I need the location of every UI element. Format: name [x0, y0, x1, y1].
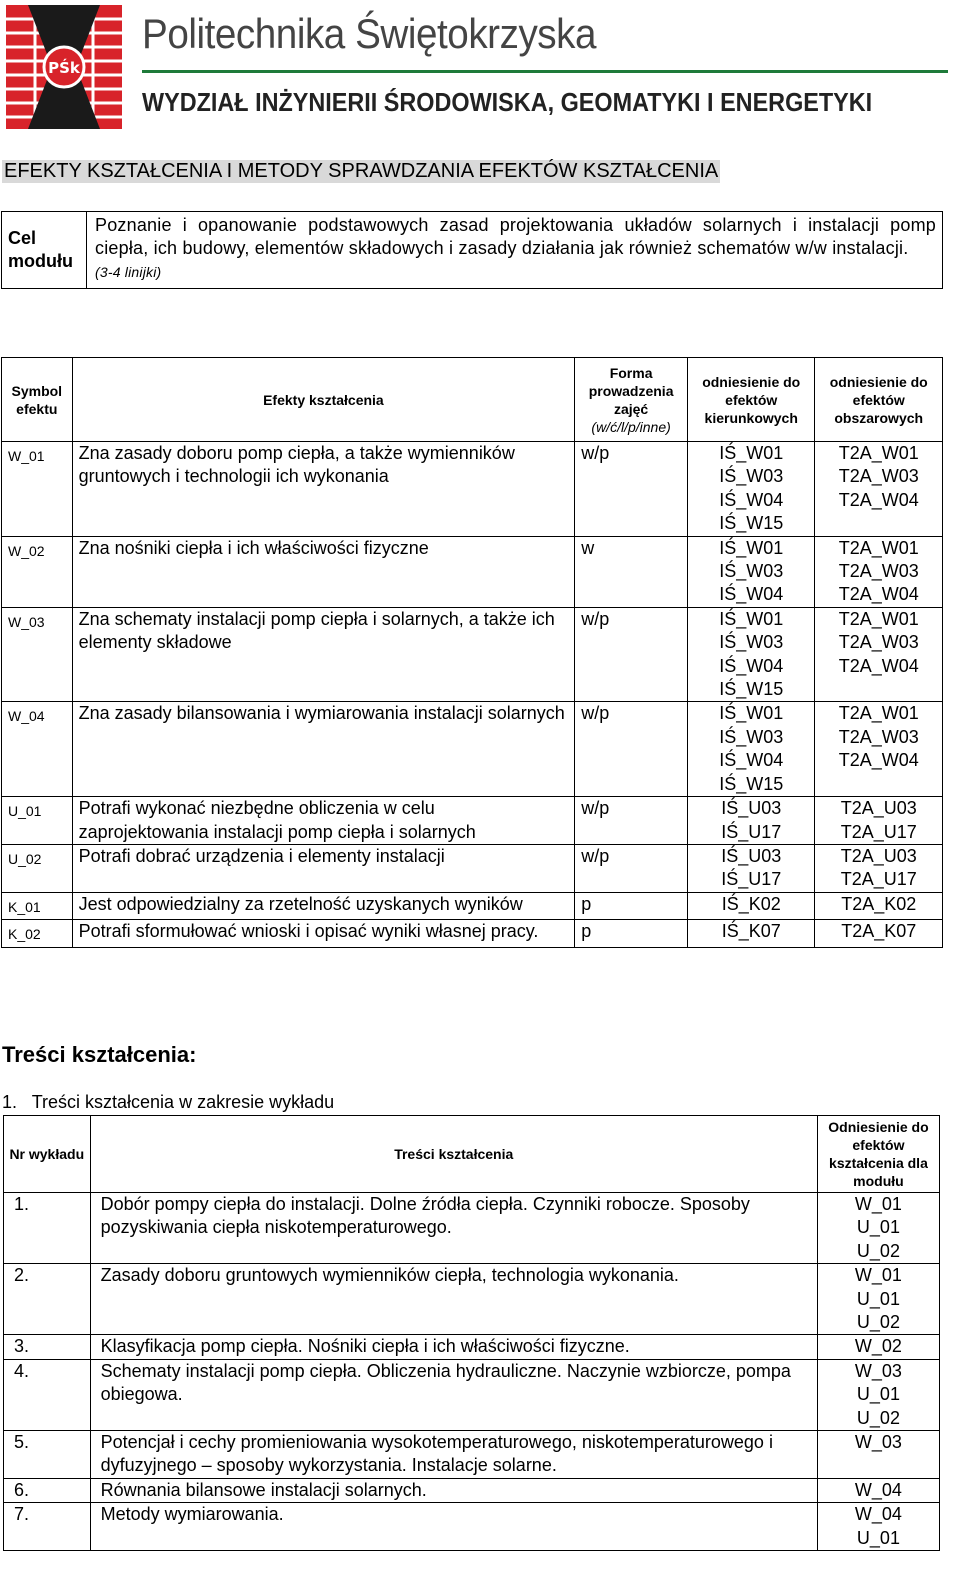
- lecture-content: Równania bilansowe instalacji solarnych.: [90, 1478, 817, 1502]
- effect-text: Potrafi wykonać niezbędne obliczenia w celu zaprojektowania instalacji pomp ciepła i solarnych: [72, 797, 575, 845]
- obsz-code: T2A_W03: [838, 632, 919, 653]
- obsz-code: T2A_W01: [838, 443, 919, 463]
- effect-forma: p: [575, 892, 688, 919]
- lecture-number: 2.: [4, 1264, 91, 1335]
- lecture-content: Klasyfikacja pomp ciepła. Nośniki ciepła i ich właściwości fizyczne.: [90, 1335, 817, 1359]
- table-row: [4, 1335, 940, 1359]
- lecture-ref: [817, 1478, 939, 1502]
- tresci-heading: Treści kształcenia:: [2, 1042, 197, 1067]
- kier-code: IŚ_W04: [719, 750, 784, 771]
- effect-symbol: K_02: [2, 920, 73, 947]
- effect-text: Jest odpowiedzialny za rzetelność uzyskanych wyników: [72, 892, 575, 919]
- header-effects: Efekty kształcenia: [72, 358, 575, 442]
- ref-code: U_02: [856, 1312, 900, 1333]
- kier-code: IŚ_W15: [719, 513, 784, 534]
- obsz-code: T2A_W03: [838, 466, 919, 487]
- ref-code: U_02: [856, 1407, 900, 1428]
- ref-code: W_01: [854, 1265, 902, 1286]
- kier-code: IŚ_W04: [719, 584, 784, 605]
- table-row: [2, 920, 943, 947]
- lecture-ref: [817, 1335, 939, 1359]
- lecture-number: 7.: [4, 1503, 91, 1551]
- obsz-code: T2A_W04: [838, 489, 919, 510]
- ref-code: U_01: [856, 1288, 900, 1309]
- ref-code: W_04: [854, 1504, 902, 1525]
- effect-text: Potrafi sformułować wnioski i opisać wyniki własnej pracy.: [72, 920, 575, 947]
- kier-code: IŚ_W03: [719, 632, 784, 653]
- effect-kier: [687, 442, 815, 537]
- effect-symbol: W_01: [2, 442, 73, 537]
- lecture-content: Metody wymiarowania.: [90, 1503, 817, 1551]
- svg-text:PŚk: PŚk: [48, 59, 80, 77]
- obsz-code: T2A_W04: [838, 750, 919, 771]
- kier-code: IŚ_W03: [719, 466, 784, 487]
- ref-code: U_02: [856, 1240, 900, 1261]
- header-kier: odniesienie do efektów kierunkowych: [687, 358, 815, 442]
- effect-kier: [687, 844, 815, 892]
- ref-code: U_01: [856, 1384, 900, 1405]
- effect-symbol: W_03: [2, 607, 73, 702]
- obsz-code: T2A_W04: [838, 655, 919, 676]
- header-forma-sub: (w/ć/l/p/inne): [591, 418, 671, 435]
- ref-code: U_01: [856, 1527, 900, 1548]
- ref-code: W_02: [854, 1336, 902, 1357]
- lecture-content: Zasady doboru gruntowych wymienników ciepła, technologia wykonania.: [90, 1264, 817, 1335]
- obsz-code: T2A_U03: [840, 798, 917, 819]
- kier-code: IŚ_W01: [719, 703, 784, 724]
- header-divider: [142, 70, 948, 73]
- effect-obsz: [815, 892, 943, 919]
- header-forma: [575, 358, 688, 442]
- lecture-ref: [817, 1431, 939, 1479]
- lecture-ref: [817, 1359, 939, 1430]
- effect-forma: p: [575, 920, 688, 947]
- effect-obsz: [815, 702, 943, 797]
- kier-code: IŚ_U03: [721, 798, 782, 819]
- effect-text: Potrafi dobrać urządzenia i elementy instalacji: [72, 844, 575, 892]
- obsz-code: T2A_K07: [841, 921, 917, 942]
- lecture-content: Schematy instalacji pomp ciepła. Obliczenia hydrauliczne. Naczynie wzbiorcze, pompa obiegowa.: [90, 1359, 817, 1430]
- effect-forma: w: [575, 536, 688, 607]
- tresci-subheading: 1. Treści kształcenia w zakresie wykładu: [2, 1092, 335, 1112]
- table-row: [2, 702, 943, 797]
- effect-kier: [687, 702, 815, 797]
- header-forma-label: Forma prowadzenia zajęć: [588, 364, 674, 417]
- kier-code: IŚ_W01: [719, 608, 784, 629]
- kier-code: IŚ_W03: [719, 726, 784, 747]
- obsz-code: T2A_W03: [838, 726, 919, 747]
- effect-forma: w/p: [575, 797, 688, 845]
- effect-symbol: U_02: [2, 844, 73, 892]
- header-content: Treści kształcenia: [90, 1116, 817, 1193]
- effect-symbol: W_02: [2, 536, 73, 607]
- faculty-name: WYDZIAŁ INŻYNIERII ŚRODOWISKA, GEOMATYKI I ENERGETYKI: [142, 87, 873, 117]
- effect-obsz: [815, 607, 943, 702]
- kier-code: IŚ_K07: [721, 921, 781, 942]
- obsz-code: T2A_U17: [840, 821, 917, 842]
- table-row: [2, 536, 943, 607]
- obsz-code: T2A_W01: [838, 703, 919, 724]
- obsz-code: T2A_W04: [838, 584, 919, 605]
- lecture-content: Potencjał i cechy promieniowania wysokotemperaturowego, niskotemperaturowego i dyfuzyjnego – sposoby wykorzystania. Instalacje solarne.: [90, 1431, 817, 1479]
- obsz-code: T2A_W03: [838, 561, 919, 582]
- kier-code: IŚ_W01: [719, 537, 784, 558]
- lecture-number: 3.: [4, 1335, 91, 1359]
- lecture-ref: [817, 1503, 939, 1551]
- table-row: [4, 1193, 940, 1264]
- kier-code: IŚ_W03: [719, 561, 784, 582]
- kier-code: IŚ_U03: [721, 845, 782, 866]
- table-row: [4, 1359, 940, 1430]
- lecture-ref: [817, 1264, 939, 1335]
- effect-obsz: [815, 536, 943, 607]
- effect-obsz: [815, 442, 943, 537]
- kier-code: IŚ_W04: [719, 655, 784, 676]
- header-nr: Nr wykładu: [4, 1116, 91, 1193]
- university-name: Politechnika Świętokrzyska: [142, 10, 597, 57]
- lectures-table: [3, 1115, 940, 1551]
- table-row: [4, 1431, 940, 1479]
- effect-kier: [687, 892, 815, 919]
- lecture-number: 5.: [4, 1431, 91, 1479]
- cel-modulu-table: [1, 211, 943, 289]
- lecture-ref: [817, 1193, 939, 1264]
- ref-code: W_03: [854, 1432, 902, 1453]
- kier-code: IŚ_U17: [721, 821, 782, 842]
- kier-code: IŚ_W15: [719, 679, 784, 700]
- obsz-code: T2A_W01: [838, 608, 919, 629]
- effect-forma: w/p: [575, 607, 688, 702]
- effect-kier: [687, 797, 815, 845]
- kier-code: IŚ_U17: [721, 869, 782, 890]
- effect-text: Zna zasady bilansowania i wymiarowania instalacji solarnych: [72, 702, 575, 797]
- effect-forma: w/p: [575, 844, 688, 892]
- kier-code: IŚ_W01: [719, 443, 784, 463]
- effect-symbol: U_01: [2, 797, 73, 845]
- obsz-code: T2A_U17: [840, 869, 917, 890]
- effect-symbol: W_04: [2, 702, 73, 797]
- effect-text: Zna nośniki ciepła i ich właściwości fizyczne: [72, 536, 575, 607]
- kier-code: IŚ_K02: [721, 893, 781, 914]
- obsz-code: T2A_W01: [838, 537, 919, 558]
- effects-table: [1, 357, 943, 948]
- table-row: [2, 797, 943, 845]
- effect-kier: [687, 607, 815, 702]
- obsz-code: T2A_U03: [840, 845, 917, 866]
- table-row: [2, 442, 943, 537]
- header-ref: Odniesienie do efektów kształcenia dla modułu: [817, 1116, 939, 1193]
- ref-code: W_04: [854, 1479, 902, 1500]
- cel-text: Poznanie i opanowanie podstawowych zasad projektowania układów solarnych i instalacji pomp ciepła, ich budowy, elementów składowych i zasady działania jak również schematów w/w instalacji.: [95, 215, 936, 258]
- effect-obsz: [815, 920, 943, 947]
- table-row: [2, 844, 943, 892]
- ref-code: U_01: [856, 1217, 900, 1238]
- table-row: [2, 607, 943, 702]
- effect-symbol: K_01: [2, 892, 73, 919]
- cel-note: (3-4 linijki): [95, 264, 162, 280]
- effect-text: Zna schematy instalacji pomp ciepła i solarnych, a także ich elementy składowe: [72, 607, 575, 702]
- cel-label: Cel modułu: [2, 212, 87, 289]
- section-title: EFEKTY KSZTAŁCENIA I METODY SPRAWDZANIA EFEKTÓW KSZTAŁCENIA: [4, 160, 719, 182]
- university-logo: [6, 5, 122, 129]
- lecture-number: 4.: [4, 1359, 91, 1430]
- effect-text: Zna zasady doboru pomp ciepła, a także wymienników gruntowych i technologii ich wykonania: [72, 442, 575, 537]
- cel-text-cell: [87, 212, 943, 289]
- lecture-number: 6.: [4, 1478, 91, 1502]
- obsz-code: T2A_K02: [841, 893, 917, 914]
- header-obsz: odniesienie do efektów obszarowych: [815, 358, 943, 442]
- lecture-content: Dobór pompy ciepła do instalacji. Dolne źródła ciepła. Czynniki robocze. Sposoby pozyskiwania ciepła niskotemperaturowego.: [90, 1193, 817, 1264]
- ref-code: W_03: [854, 1360, 902, 1381]
- lecture-number: 1.: [4, 1193, 91, 1264]
- kier-code: IŚ_W15: [719, 773, 784, 794]
- effect-kier: [687, 536, 815, 607]
- header-symbol: Symbol efektu: [2, 358, 73, 442]
- effect-obsz: [815, 844, 943, 892]
- effect-obsz: [815, 797, 943, 845]
- table-row: [4, 1503, 940, 1551]
- effect-kier: [687, 920, 815, 947]
- kier-code: IŚ_W04: [719, 489, 784, 510]
- effect-forma: w/p: [575, 702, 688, 797]
- table-row: [4, 1478, 940, 1502]
- effect-forma: w/p: [575, 442, 688, 537]
- table-row: [2, 892, 943, 919]
- table-row: [4, 1264, 940, 1335]
- ref-code: W_01: [854, 1194, 902, 1214]
